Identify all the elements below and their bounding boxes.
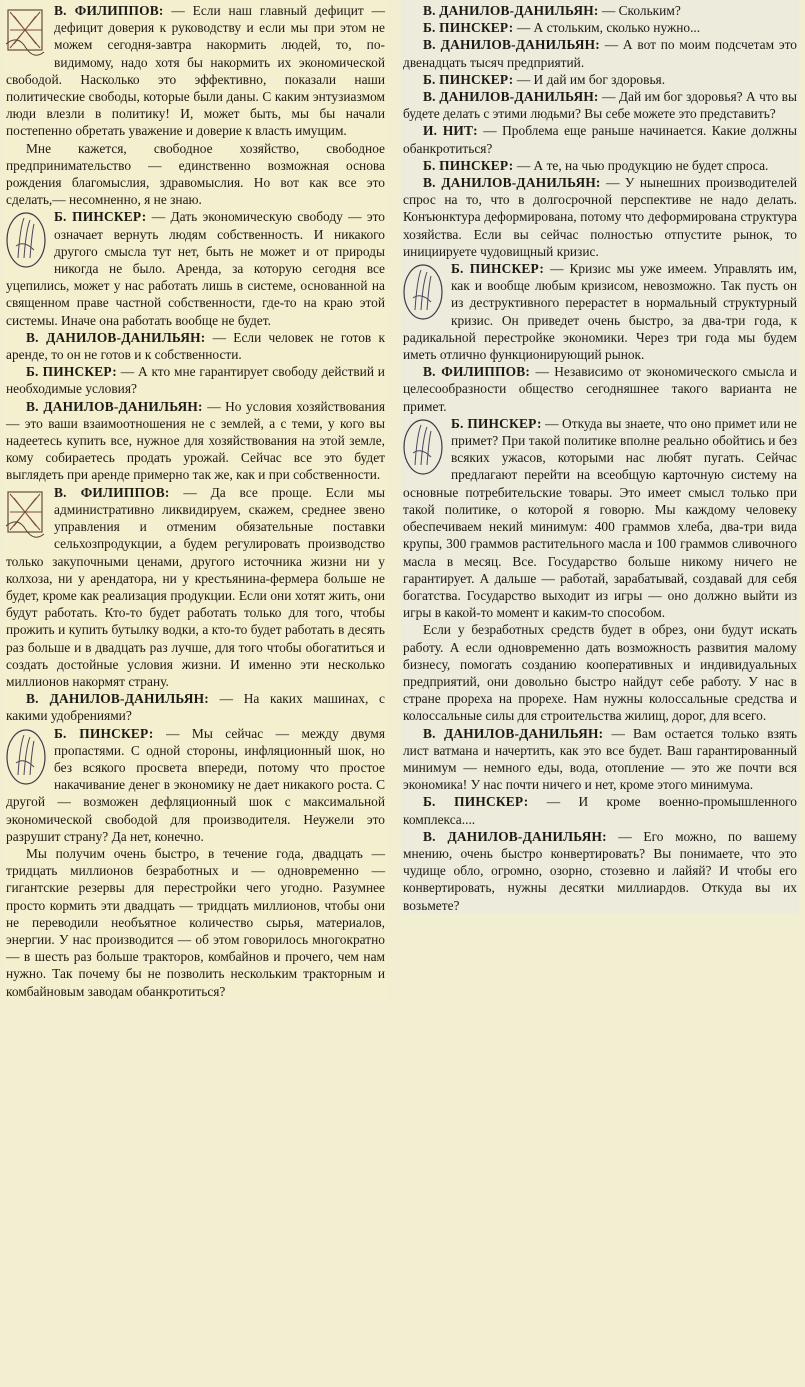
speaker-name: В. ДАНИЛОВ-ДАНИЛЬЯН: — [423, 175, 601, 191]
pinsker-leaf-icon — [4, 727, 48, 787]
speaker-name: Б. ПИНСКЕР: — [54, 209, 147, 225]
paragraph — [403, 793, 797, 827]
pinsker-leaf-icon — [401, 262, 445, 322]
filippov-cross-icon — [4, 4, 48, 64]
speech-text: — Дай им бог здоровья? А что вы будете делать с этими людьми? Вы себе можете это представить? — [403, 89, 797, 122]
speech-text: — И кроме военно-промышленного комплекса.... — [403, 794, 797, 827]
speech-text: — Если человек не готов к аренде, то он не готов и к собственности. — [6, 329, 385, 363]
paragraph — [6, 398, 385, 484]
speaker-name: Б. ПИНСКЕР: — [423, 157, 514, 173]
filippov-cross-icon — [4, 486, 48, 546]
speech-text: — Его можно, по вашему мнению, очень быстро конвертировать? Вы понимаете, что это чудище обло, огромно, озорно, стозевно и лайяй? И чтобы его конвертировать, нужны десятки миллиардов. Откуда вы их возьмете? — [403, 828, 797, 913]
speaker-name: В. ДАНИЛОВ-ДАНИЛЬЯН: — [423, 725, 604, 741]
pinsker-leaf-icon — [401, 417, 445, 477]
paragraph — [6, 690, 385, 724]
speech-text: Мы получим очень быстро, в течение года, двадцать — тридцать миллионов безработных и — одновременно — гигантские резервы для перестройки чего угодно. Разумнее просто кормить эти двадцать — тридцать миллионов, чтобы они не переводили необъятное количество сырья, материалов, энергии. У нас производится — об этом говорилось многократно — в шесть раз больше тракторов, комбайнов и прочего, чем нам нужно. Так почему бы не позволить нескольким тракторным и комбайновым заводам обанкротиться? — [6, 845, 385, 999]
speaker-name: В. ФИЛИППОВ: — [423, 364, 531, 380]
speech-text: — Откуда вы знаете, что оно примет или не примет? При такой политике вполне реально обойтись и без всяких ужасов, которыми нас любят пугать. Сейчас предлагают перейти на всеобщую карточную систему на основные потребительские товары. Это имеет смысл только при такой политике, о которой я говорю. Мы каждому человеку обеспечиваем некий минимум: 400 граммов хлеба, два-три вида крупы, 300 граммов растительного масла и 100 граммов сливочного масла в месяц. Все. Государство больше никому ничего не гарантирует. А дальше — работай, зарабатывай, создавай для себя богатства. Государство выходит из игры — оно должно выйти из игры в какой-то момент и каким-то способом. — [403, 415, 797, 621]
speech-text: — А те, на чью продукцию не будет спроса. — [516, 157, 769, 173]
paragraph — [6, 2, 385, 140]
speech-text: — У нынешних производителей спрос на то, что в долгосрочной перспективе не надо делать. Конъюнктура деформирована, потому что деформирована структура хозяйства. Если вы сейчас полностью отпустите рынок, то инициируете чудовищный кризис. — [403, 175, 797, 259]
paragraph — [403, 36, 797, 70]
paragraph — [403, 363, 797, 415]
speech-text: — Вам остается только взять лист ватмана и начертить, как это все будет. Ваш гарантированный минимум — немного еды, вода, отопление — это же почти вся экономика! У нас почти ничего и нет, кроме этого минимума. — [403, 725, 797, 793]
speech-text: — И дай им бог здоровья. — [516, 71, 666, 87]
speaker-name: И. НИТ: — [423, 123, 478, 139]
filippov-cross-icon — [4, 486, 48, 546]
speech-text: Мне кажется, свободное хозяйство, свободное предпринимательство — единственно возможная основа рождения благомыслия, здравомыслия. Но вот как все это сделать,— несомненно, я не знаю. — [6, 140, 385, 208]
paragraph — [403, 415, 797, 621]
paragraph — [403, 71, 797, 88]
speaker-name: Б. ПИНСКЕР: — [423, 20, 514, 36]
paragraph — [403, 19, 797, 36]
right-column — [401, 0, 799, 914]
speaker-name: В. ДАНИЛОВ-ДАНИЛЬЯН: — [423, 89, 599, 105]
speech-text: Если у безработных средств будет в обрез, они будут искать работу. А если одновременно дать возможность развития малому бизнесу, помогать созданию кооперативных и индивидуальных предприятий, они довольно быстро найдут себе работу. У нас в стране прореха на прорехе. Нам нужны колоссальные средства и колоссальные силы для строительства жилищ, дорог, для всего. — [403, 622, 797, 724]
speech-text: — Но условия хозяйствования — это ваши взаимоотношения не с землей, а с теми, у кого вы надеетесь купить все, нужное для хозяйствования на этой земле, кому собираетесь продать урожай. Сейчас все это будет выглядеть при аренде примерно так же, как и при собственности. — [6, 398, 385, 483]
speech-text: — А вот по моим подсчетам это двенадцать тысяч предприятий. — [403, 37, 797, 70]
speaker-name: В. ДАНИЛОВ-ДАНИЛЬЯН: — [423, 828, 607, 844]
paragraph — [6, 208, 385, 328]
left-column — [4, 0, 387, 1000]
speaker-name: Б. ПИНСКЕР: — [451, 415, 542, 431]
speech-text: — А кто мне гарантирует свободу действий и необходимые условия? — [6, 364, 385, 397]
speaker-name: В. ДАНИЛОВ-ДАНИЛЬЯН: — [423, 37, 600, 53]
pinsker-leaf-icon — [401, 262, 445, 322]
paragraph — [403, 2, 797, 19]
paragraph — [403, 621, 797, 724]
paragraph — [403, 828, 797, 914]
speech-text: — Независимо от экономического смысла и целесообразности общество сегодняшнее такого варианта не примет. — [403, 364, 797, 414]
paragraph — [6, 329, 385, 363]
paragraph — [403, 260, 797, 363]
paragraph — [403, 88, 797, 122]
filippov-cross-icon — [4, 4, 48, 64]
speaker-name: В. ДАНИЛОВ-ДАНИЛЬЯН: — [26, 691, 209, 707]
paragraph — [403, 725, 797, 794]
speech-text: — Да все проще. Если мы административно ликвидируем, скажем, среднее звено управления и отменим обязательные поставки сельхозпродукции, а будем регулировать производство только закупочными ценами, другого источника жизни ни у колхоза, ни у арендатора, ни у крестьянина-фермера больше не будет, кроме как реализация продукции. Если они хотят жить, они будут работать. Кто-то будет работать только для того, чтобы прожить и купить бутылку водки, а кто-то будет работать в десять раз больше и в двадцать раз лучше, для того чтобы обогатиться и создать достойные условия жизни. И именно эти несколько миллионов накормят страну. — [6, 484, 385, 689]
speech-text: — Мы сейчас — между двумя пропастями. С одной стороны, инфляционный шок, но без всякого просвета впереди, потому что простое накачивание денег в экономику не дает никакого роста. С другой — возможен дефляционный шок с максимальной экономической свободой для производителя. Неужели это разрушит страну? Да нет, конечно. — [6, 725, 385, 844]
speech-text: — А стольким, сколько нужно... — [516, 20, 701, 36]
speaker-name: В. ФИЛИППОВ: — [54, 3, 164, 18]
paragraph — [6, 845, 385, 1000]
speaker-name: В. ДАНИЛОВ-ДАНИЛЬЯН: — [423, 3, 599, 18]
speaker-name: В. ДАНИЛОВ-ДАНИЛЬЯН: — [26, 329, 206, 345]
speech-text: — На каких машинах, с какими удобрениями? — [6, 691, 385, 724]
speech-text: — Дать экономическую свободу — это означает вернуть людям собственность. И никакого другого смысла тут нет, быть не может и от природы никогда не было. Аренда, за которую сегодня все уцепились, может у нас работать лишь в системе, основанной на священном праве частной собственности, где-то на краю этой системы. Иначе она работать вообще не будет. — [6, 209, 386, 328]
paragraph — [403, 122, 797, 156]
speaker-name: Б. ПИНСКЕР: — [54, 725, 154, 741]
speaker-name: Б. ПИНСКЕР: — [451, 261, 545, 277]
speech-text: — Скольким? — [601, 3, 681, 18]
paragraph — [403, 157, 797, 174]
speaker-name: В. ДАНИЛОВ-ДАНИЛЬЯН: — [26, 398, 203, 414]
paragraph — [6, 725, 385, 845]
paragraph — [6, 484, 385, 690]
pinsker-leaf-icon — [4, 210, 48, 270]
speaker-name: В. ФИЛИППОВ: — [54, 484, 170, 500]
speech-text: — Проблема еще раньше начинается. Какие должны обанкротиться? — [403, 123, 797, 156]
paragraph — [403, 174, 797, 260]
pinsker-leaf-icon — [4, 727, 48, 787]
speaker-name: Б. ПИНСКЕР: — [423, 794, 529, 810]
pinsker-leaf-icon — [401, 417, 445, 477]
speech-text: — Кризис мы уже имеем. Управлять им, как и вообще любым кризисом, невозможно. Так пусть он из деструктивного перерастет в нормальный структурный кризис. Он приведет очень быстро, за два-три года, к радикальной перестройке экономики. Через три года мы будем иметь отлично функционирующий рынок. — [403, 261, 797, 363]
paragraph — [6, 140, 385, 209]
paragraph — [6, 363, 385, 397]
speaker-name: Б. ПИНСКЕР: — [423, 71, 514, 87]
speaker-name: Б. ПИНСКЕР: — [26, 364, 117, 380]
speech-text: — Если наш главный дефицит — дефицит доверия к руководству и если мы при этом не можем сегодня-завтра накормить людей, то, по-видимому, надо хотя бы накормить их экономической свободой. Насколько это эффективно, показали наши политические свободы, которые были даны. С каким энтузиазмом люди влезли в политику! И, может быть, мы бы начали постепенно обретать уважение и доверие к власть имущим. — [6, 3, 385, 139]
pinsker-leaf-icon — [4, 210, 48, 270]
